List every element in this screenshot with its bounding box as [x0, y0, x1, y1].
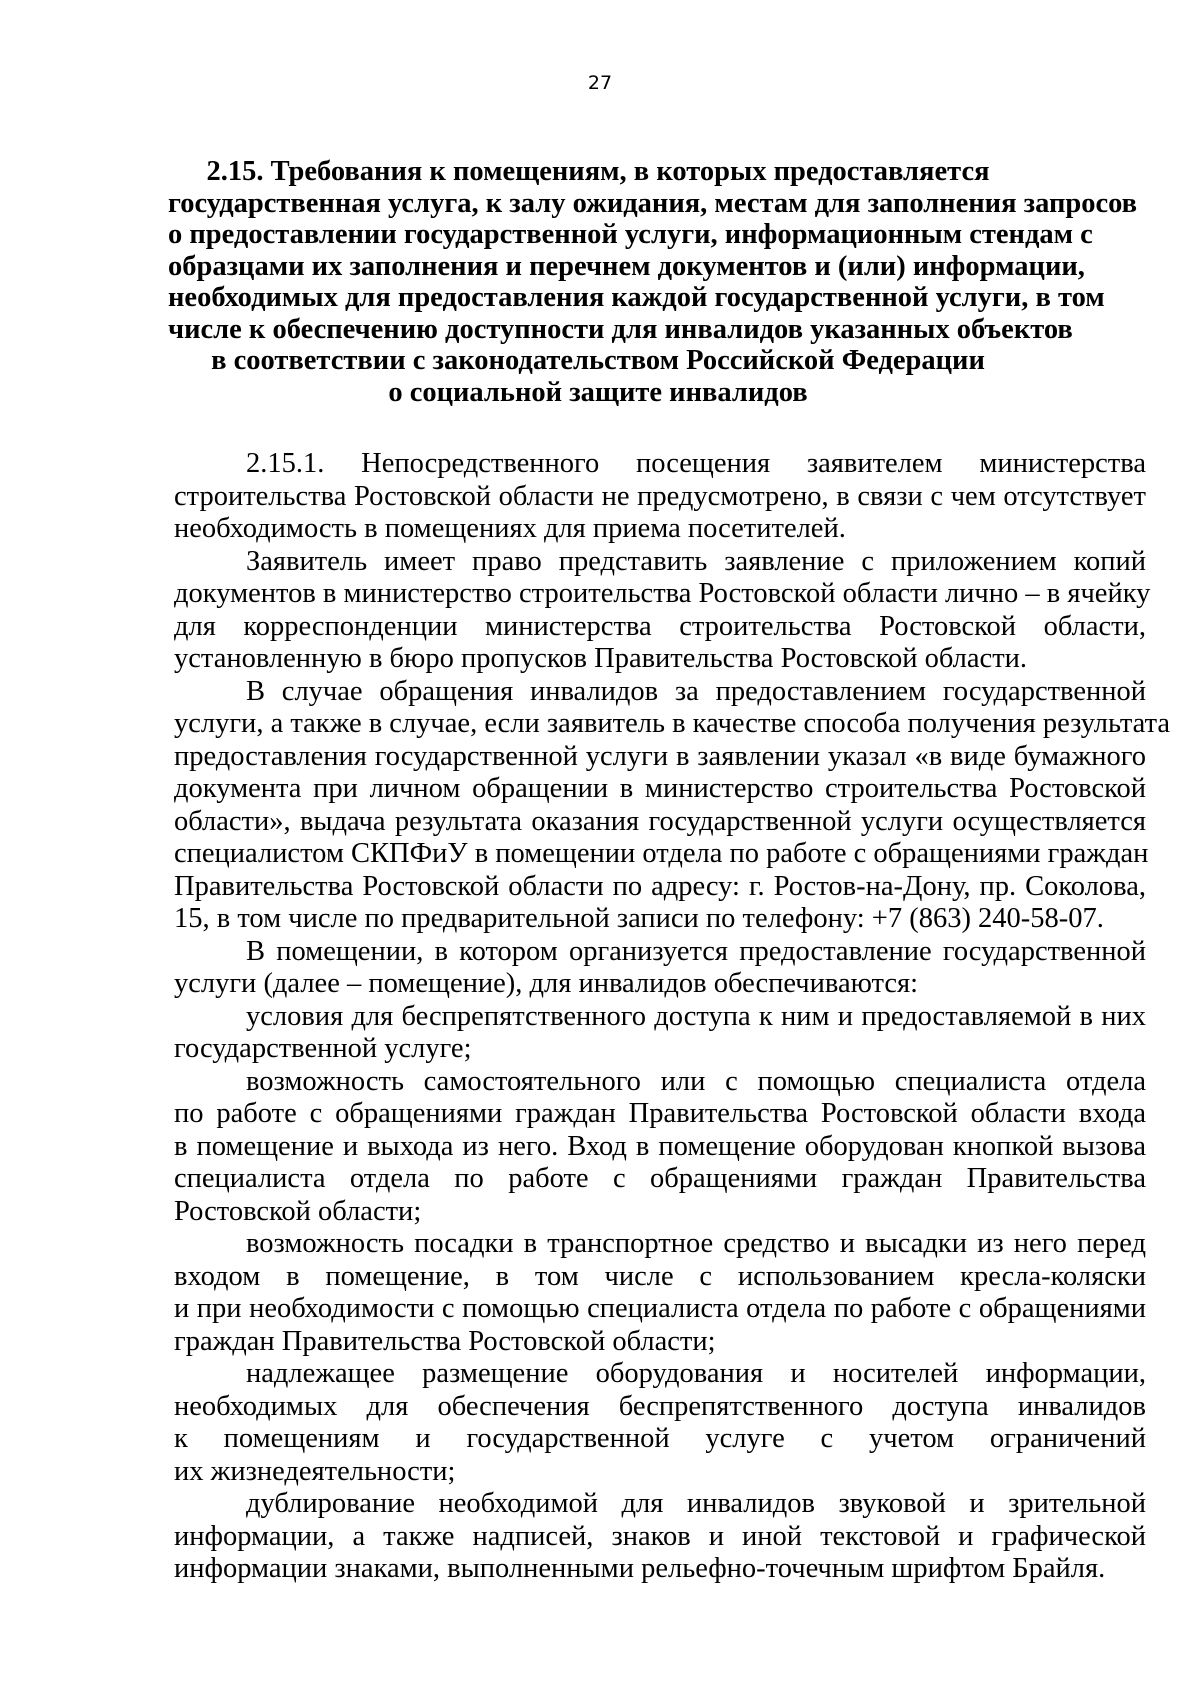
heading-line: о социальной защите инвалидов [388, 376, 808, 408]
text-line: и при необходимости с помощью специалиста отдела по работе с обращениями [174, 1293, 1146, 1324]
heading-line: числе к обеспечению доступности для инвалидов указанных объектов [168, 313, 1073, 345]
heading-line: 2.15. Требования к помещениям, в которых предоставляется [206, 156, 990, 187]
text-line: специалистом СКПФиУ в помещении отдела по работе с обращениями граждан [174, 838, 1149, 869]
text-line: услуги, а также в случае, если заявитель в качестве способа получения результата [174, 708, 1171, 739]
heading-line: образцами их заполнения и перечнем документов и (или) информации, [168, 250, 1085, 282]
heading-line: необходимых для предоставления каждой государственной услуги, в том [168, 282, 1105, 313]
text-line: надлежащее размещение оборудования и носителей информации, [246, 1358, 1146, 1389]
page-number: 27 [587, 72, 613, 94]
text-line: Правительства Ростовской области по адресу: г. Ростов-на-Дону, пр. Соколова, [174, 870, 1146, 902]
text-line: специалиста отдела по работе с обращениями граждан Правительства [174, 1163, 1146, 1194]
text-line: Ростовской области; [174, 1195, 422, 1227]
text-line: 15, в том числе по предварительной записи по телефону: +7 (863) 240-58-07. [174, 903, 1104, 934]
heading-line: государственная услуга, к залу ожидания, местам для заполнения запросов [168, 187, 1138, 219]
body-text [174, 448, 1171, 1586]
text-line: граждан Правительства Ростовской области; [174, 1325, 716, 1357]
text-line: предоставления государственной услуги в заявлении указал «в виде бумажного [174, 740, 1146, 772]
paragraph-access-conditions [174, 1001, 1146, 1066]
text-line: необходимость в помещениях для приема посетителей. [174, 513, 846, 544]
text-line: документа при личном обращении в министерство строительства Ростовской [174, 773, 1146, 804]
paragraph-disabled-request [174, 675, 1171, 936]
paragraph-transport [174, 1228, 1146, 1358]
text-line: условия для беспрепятственного доступа к ним и предоставляемой в них [246, 1000, 1146, 1032]
text-line: документов в министерство строительства Ростовской области лично – в ячейку [174, 578, 1151, 609]
text-line: В случае обращения инвалидов за предоставлением государственной [246, 675, 1146, 707]
text-line: в помещение и выхода из него. Вход в помещение оборудован кнопкой вызова [174, 1130, 1146, 1162]
paragraph-applicant-right [174, 545, 1151, 676]
text-line: входом в помещение, в том числе с использованием кресла-коляски [174, 1260, 1146, 1292]
text-line: дублирование необходимой для инвалидов звуковой и зрительной [246, 1488, 1146, 1519]
text-line: В помещении, в котором организуется предоставление государственной [246, 935, 1146, 967]
section-heading [168, 156, 1138, 408]
paragraph-entry-exit [174, 1066, 1146, 1229]
text-line: 2.15.1. Непосредственного посещения заявителем министерства [246, 448, 1146, 479]
heading-line: в соответствии с законодательством Российской Федерации [211, 345, 985, 376]
text-line: информации знаками, выполненными рельефно-точечным шрифтом Брайля. [174, 1553, 1106, 1584]
text-line: по работе с обращениями граждан Правительства Ростовской области входа [174, 1098, 1146, 1129]
paragraph-equipment [174, 1358, 1146, 1488]
text-line: области», выдача результата оказания государственной услуги осуществляется [174, 805, 1146, 837]
paragraph-2-15-1 [174, 448, 1146, 546]
text-line: к помещениям и государственной услуге с учетом ограничений [174, 1423, 1146, 1454]
text-line: необходимых для обеспечения беспрепятственного доступа инвалидов [174, 1390, 1146, 1422]
text-line: установленную в бюро пропусков Правительства Ростовской области. [174, 643, 1028, 674]
text-line: услуги (далее – помещение), для инвалидов обеспечиваются: [174, 968, 919, 999]
paragraph-premises [174, 936, 1146, 1001]
text-line: возможность самостоятельного или с помощью специалиста отдела [246, 1065, 1146, 1097]
text-line: государственной услуге; [174, 1033, 472, 1064]
text-line: их жизнедеятельности; [174, 1455, 456, 1487]
text-line: возможность посадки в транспортное средство и высадки из него перед [246, 1228, 1146, 1259]
text-line: строительства Ростовской области не предусмотрено, в связи с чем отсутствует [174, 480, 1146, 512]
text-line: информации, а также надписей, знаков и иной текстовой и графической [174, 1520, 1146, 1552]
heading-line: о предоставлении государственной услуги, информационным стендам с [168, 219, 1093, 250]
text-line: Заявитель имеет право представить заявление с приложением копий [246, 545, 1146, 577]
text-line: для корреспонденции министерства строительства Ростовской области, [174, 610, 1146, 642]
paragraph-braille [174, 1488, 1146, 1586]
